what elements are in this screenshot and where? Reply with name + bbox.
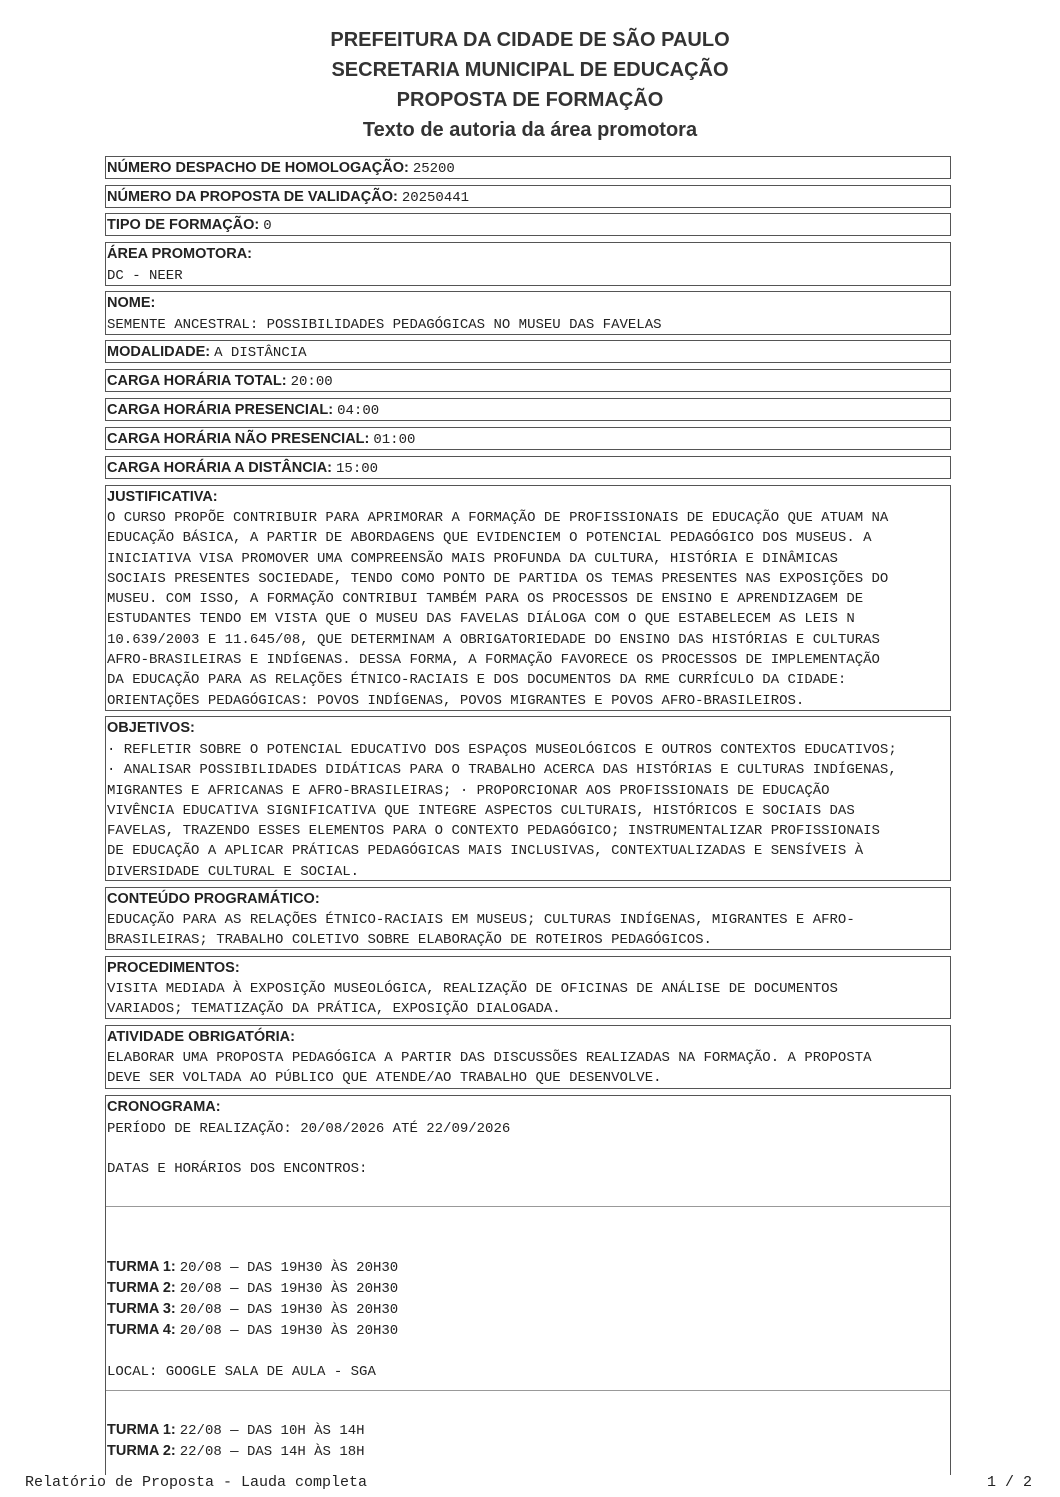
schedule-row: [107, 1257, 398, 1278]
field-area-promotora: [105, 242, 951, 286]
turma-label: TURMA 2:: [107, 1443, 176, 1459]
turma-label: TURMA 3:: [107, 1301, 176, 1317]
field-label: ATIVIDADE OBRIGATÓRIA:: [107, 1029, 295, 1045]
schedule-row: [107, 1278, 398, 1299]
field-label: MODALIDADE:: [107, 344, 211, 360]
field-atividade: [105, 1025, 951, 1089]
divider: [106, 1390, 950, 1391]
field-label: CARGA HORÁRIA TOTAL:: [107, 373, 287, 389]
footer-title: Relatório de Proposta - Lauda completa: [25, 1474, 368, 1491]
header-line-1: PREFEITURA DA CIDADE DE SÃO PAULO: [330, 29, 730, 51]
field-carga-nao-presencial: [105, 427, 951, 450]
field-carga-total: [105, 369, 951, 392]
turma-horario: 20/08 — DAS 19H30 ÀS 20H30: [179, 1302, 399, 1318]
schedule-row: [107, 1420, 365, 1441]
field-value: A DISTÂNCIA: [214, 345, 307, 361]
field-label: CONTEÚDO PROGRAMÁTICO:: [107, 891, 320, 907]
header-line-2: SECRETARIA MUNICIPAL DE EDUCAÇÃO: [331, 59, 729, 81]
turma-label: TURMA 4:: [107, 1322, 176, 1338]
field-value: O CURSO PROPÕE CONTRIBUIR PARA APRIMORAR A FORMAÇÃO DE PROFISSIONAIS DE EDUCAÇÃO QUE ATUAM NA EDUCAÇÃO BÁSICA, A PARTIR DE ABORDAGENS QUE EVIDENCIEM O POTENCIAL PEDAGÓGICO DOS MUSEUS. A INICIATIVA VISA PROMOVER UMA COMPREENSÃO MAIS PROFUNDA DA CULTURA, HISTÓRIA E DINÂMICAS SOCIAIS PRESENTES SOCIEDADE, TENDO COMO PONTO DE PARTIDA OS TEMAS PRESENTES NAS EXPOSIÇÕES DO MUSEU. COM ISSO, A FORMAÇÃO CONTRIBUI TAMBÉM PARA OS PROCESSOS DE ENSINO E APRENDIZAGEM DE ESTUDANTES TENDO EM VISTA QUE O MUSEU DAS FAVELAS DIÁLOGA COM O QUE ESTABELECEM AS LEIS N 10.639/2003 E 11.645/08, QUE DETERMINAM A OBRIGATORIEDADE DO ENSINO DAS HISTÓRIAS E CULTURAS AFRO-BRASILEIRAS E INDÍGENAS. DESSA FORMA, A FORMAÇÃO FAVORECE OS PROCESSOS DE IMPLEMENTAÇÃO DA EDUCAÇÃO PARA AS RELAÇÕES ÉTNICO-RACIAIS E DOS DOCUMENTOS DA RME CURRÍCULO DA CIDADE: ORIENTAÇÕES PEDAGÓGICAS: POVOS INDÍGENAS, POVOS MIGRANTES E POVOS AFRO-BRASILEIROS.: [107, 510, 889, 709]
field-value: 15:00: [336, 461, 379, 477]
turma-horario: 20/08 — DAS 19H30 ÀS 20H30: [179, 1281, 399, 1297]
field-justificativa: [105, 485, 951, 711]
field-value: 25200: [412, 161, 455, 177]
field-modalidade: [105, 340, 951, 363]
field-carga-presencial: [105, 398, 951, 421]
field-label: PROCEDIMENTOS:: [107, 960, 240, 976]
field-label: OBJETIVOS:: [107, 720, 195, 736]
field-procedimentos: [105, 956, 951, 1019]
field-value: 20:00: [290, 374, 333, 390]
turma-horario: 22/08 — DAS 10H ÀS 14H: [179, 1423, 365, 1439]
field-cronograma: [105, 1095, 951, 1475]
field-label: CARGA HORÁRIA NÃO PRESENCIAL:: [107, 431, 370, 447]
field-label: NÚMERO DA PROPOSTA DE VALIDAÇÃO:: [107, 189, 398, 205]
turma-label: TURMA 1:: [107, 1259, 176, 1275]
schedule-row: [107, 1320, 398, 1341]
local-text: LOCAL: GOOGLE SALA DE AULA - SGA: [107, 1364, 376, 1380]
field-carga-distancia: [105, 456, 951, 479]
schedule-row: [107, 1299, 398, 1320]
field-label: NOME:: [107, 295, 156, 311]
turma-label: TURMA 1:: [107, 1422, 176, 1438]
field-value: EDUCAÇÃO PARA AS RELAÇÕES ÉTNICO-RACIAIS EM MUSEUS; CULTURAS INDÍGENAS, MIGRANTES E AFRO- BRASILEIRAS; TRABALHO COLETIVO SOBRE ELABORAÇÃO DE ROTEIROS PEDAGÓGICOS.: [107, 912, 855, 949]
header-subtitle: Texto de autoria da área promotora: [362, 119, 698, 141]
field-value: 01:00: [373, 432, 416, 448]
field-nome: [105, 291, 951, 335]
field-label: CRONOGRAMA:: [107, 1099, 221, 1115]
field-label: CARGA HORÁRIA PRESENCIAL:: [107, 402, 334, 418]
field-value: 20250441: [401, 190, 470, 206]
field-label: CARGA HORÁRIA A DISTÂNCIA:: [107, 460, 333, 476]
field-objetivos: [105, 716, 951, 881]
field-label: ÁREA PROMOTORA:: [107, 246, 252, 262]
field-label: JUSTIFICATIVA:: [107, 489, 218, 505]
field-label: TIPO DE FORMAÇÃO:: [107, 217, 260, 233]
field-label: NÚMERO DESPACHO DE HOMOLOGAÇÃO:: [107, 160, 409, 176]
field-value: 0: [263, 218, 272, 234]
field-value: · REFLETIR SOBRE O POTENCIAL EDUCATIVO DOS ESPAÇOS MUSEOLÓGICOS E OUTROS CONTEXTOS EDUCATIVOS; · ANALISAR POSSIBILIDADES DIDÁTICAS PARA O TRABALHO ACERCA DAS HISTÓRIAS E CULTURAS INDÍGENAS, MIGRANTES E AFRICANAS E AFRO-BRASILEIRAS; · PROPORCIONAR AOS PROFISSIONAIS DE EDUCAÇÃO VIVÊNCIA EDUCATIVA SIGNIFICATIVA QUE INTEGRE ASPECTOS CULTURAIS, HISTÓRICOS E SOCIAIS DAS FAVELAS, TRAZENDO ESSES ELEMENTOS PARA O CONTEXTO PEDAGÓGICO; INSTRUMENTALIZAR PROFISSIONAIS DE EDUCAÇÃO A APLICAR PRÁTICAS PEDAGÓGICAS MAIS INCLUSIVAS, CONTEXTUALIZADAS E SENSÍVEIS À DIVERSIDADE CULTURAL E SOCIAL.: [107, 742, 897, 880]
field-tipo: [105, 213, 951, 236]
field-value: 04:00: [337, 403, 380, 419]
field-value: DC - NEER: [107, 268, 183, 284]
turma-horario: 20/08 — DAS 19H30 ÀS 20H30: [179, 1260, 399, 1276]
turma-label: TURMA 2:: [107, 1280, 176, 1296]
schedule-row: [107, 1441, 365, 1462]
datas-label: DATAS E HORÁRIOS DOS ENCONTROS:: [107, 1161, 368, 1177]
field-value: VISITA MEDIADA À EXPOSIÇÃO MUSEOLÓGICA, REALIZAÇÃO DE OFICINAS DE ANÁLISE DE DOCUMENTOS VARIADOS; TEMATIZAÇÃO DA PRÁTICA, EXPOSIÇÃO DIALOGADA.: [107, 981, 838, 1018]
field-despacho: [105, 156, 951, 179]
field-conteudo: [105, 887, 951, 950]
turma-horario: 22/08 — DAS 14H ÀS 18H: [179, 1444, 365, 1460]
periodo-text: PERÍODO DE REALIZAÇÃO: 20/08/2026 ATÉ 22/09/2026: [107, 1121, 511, 1137]
field-value: ELABORAR UMA PROPOSTA PEDAGÓGICA A PARTIR DAS DISCUSSÕES REALIZADAS NA FORMAÇÃO. A PROPOSTA DEVE SER VOLTADA AO PÚBLICO QUE ATENDE/AO TRABALHO QUE DESENVOLVE.: [107, 1050, 872, 1087]
header-line-3: PROPOSTA DE FORMAÇÃO: [396, 89, 664, 111]
field-value: SEMENTE ANCESTRAL: POSSIBILIDADES PEDAGÓGICAS NO MUSEU DAS FAVELAS: [107, 317, 662, 333]
divider: [106, 1206, 950, 1207]
field-proposta: [105, 185, 951, 208]
page-number: 1 / 2: [986, 1474, 1032, 1491]
turma-horario: 20/08 — DAS 19H30 ÀS 20H30: [179, 1323, 399, 1339]
